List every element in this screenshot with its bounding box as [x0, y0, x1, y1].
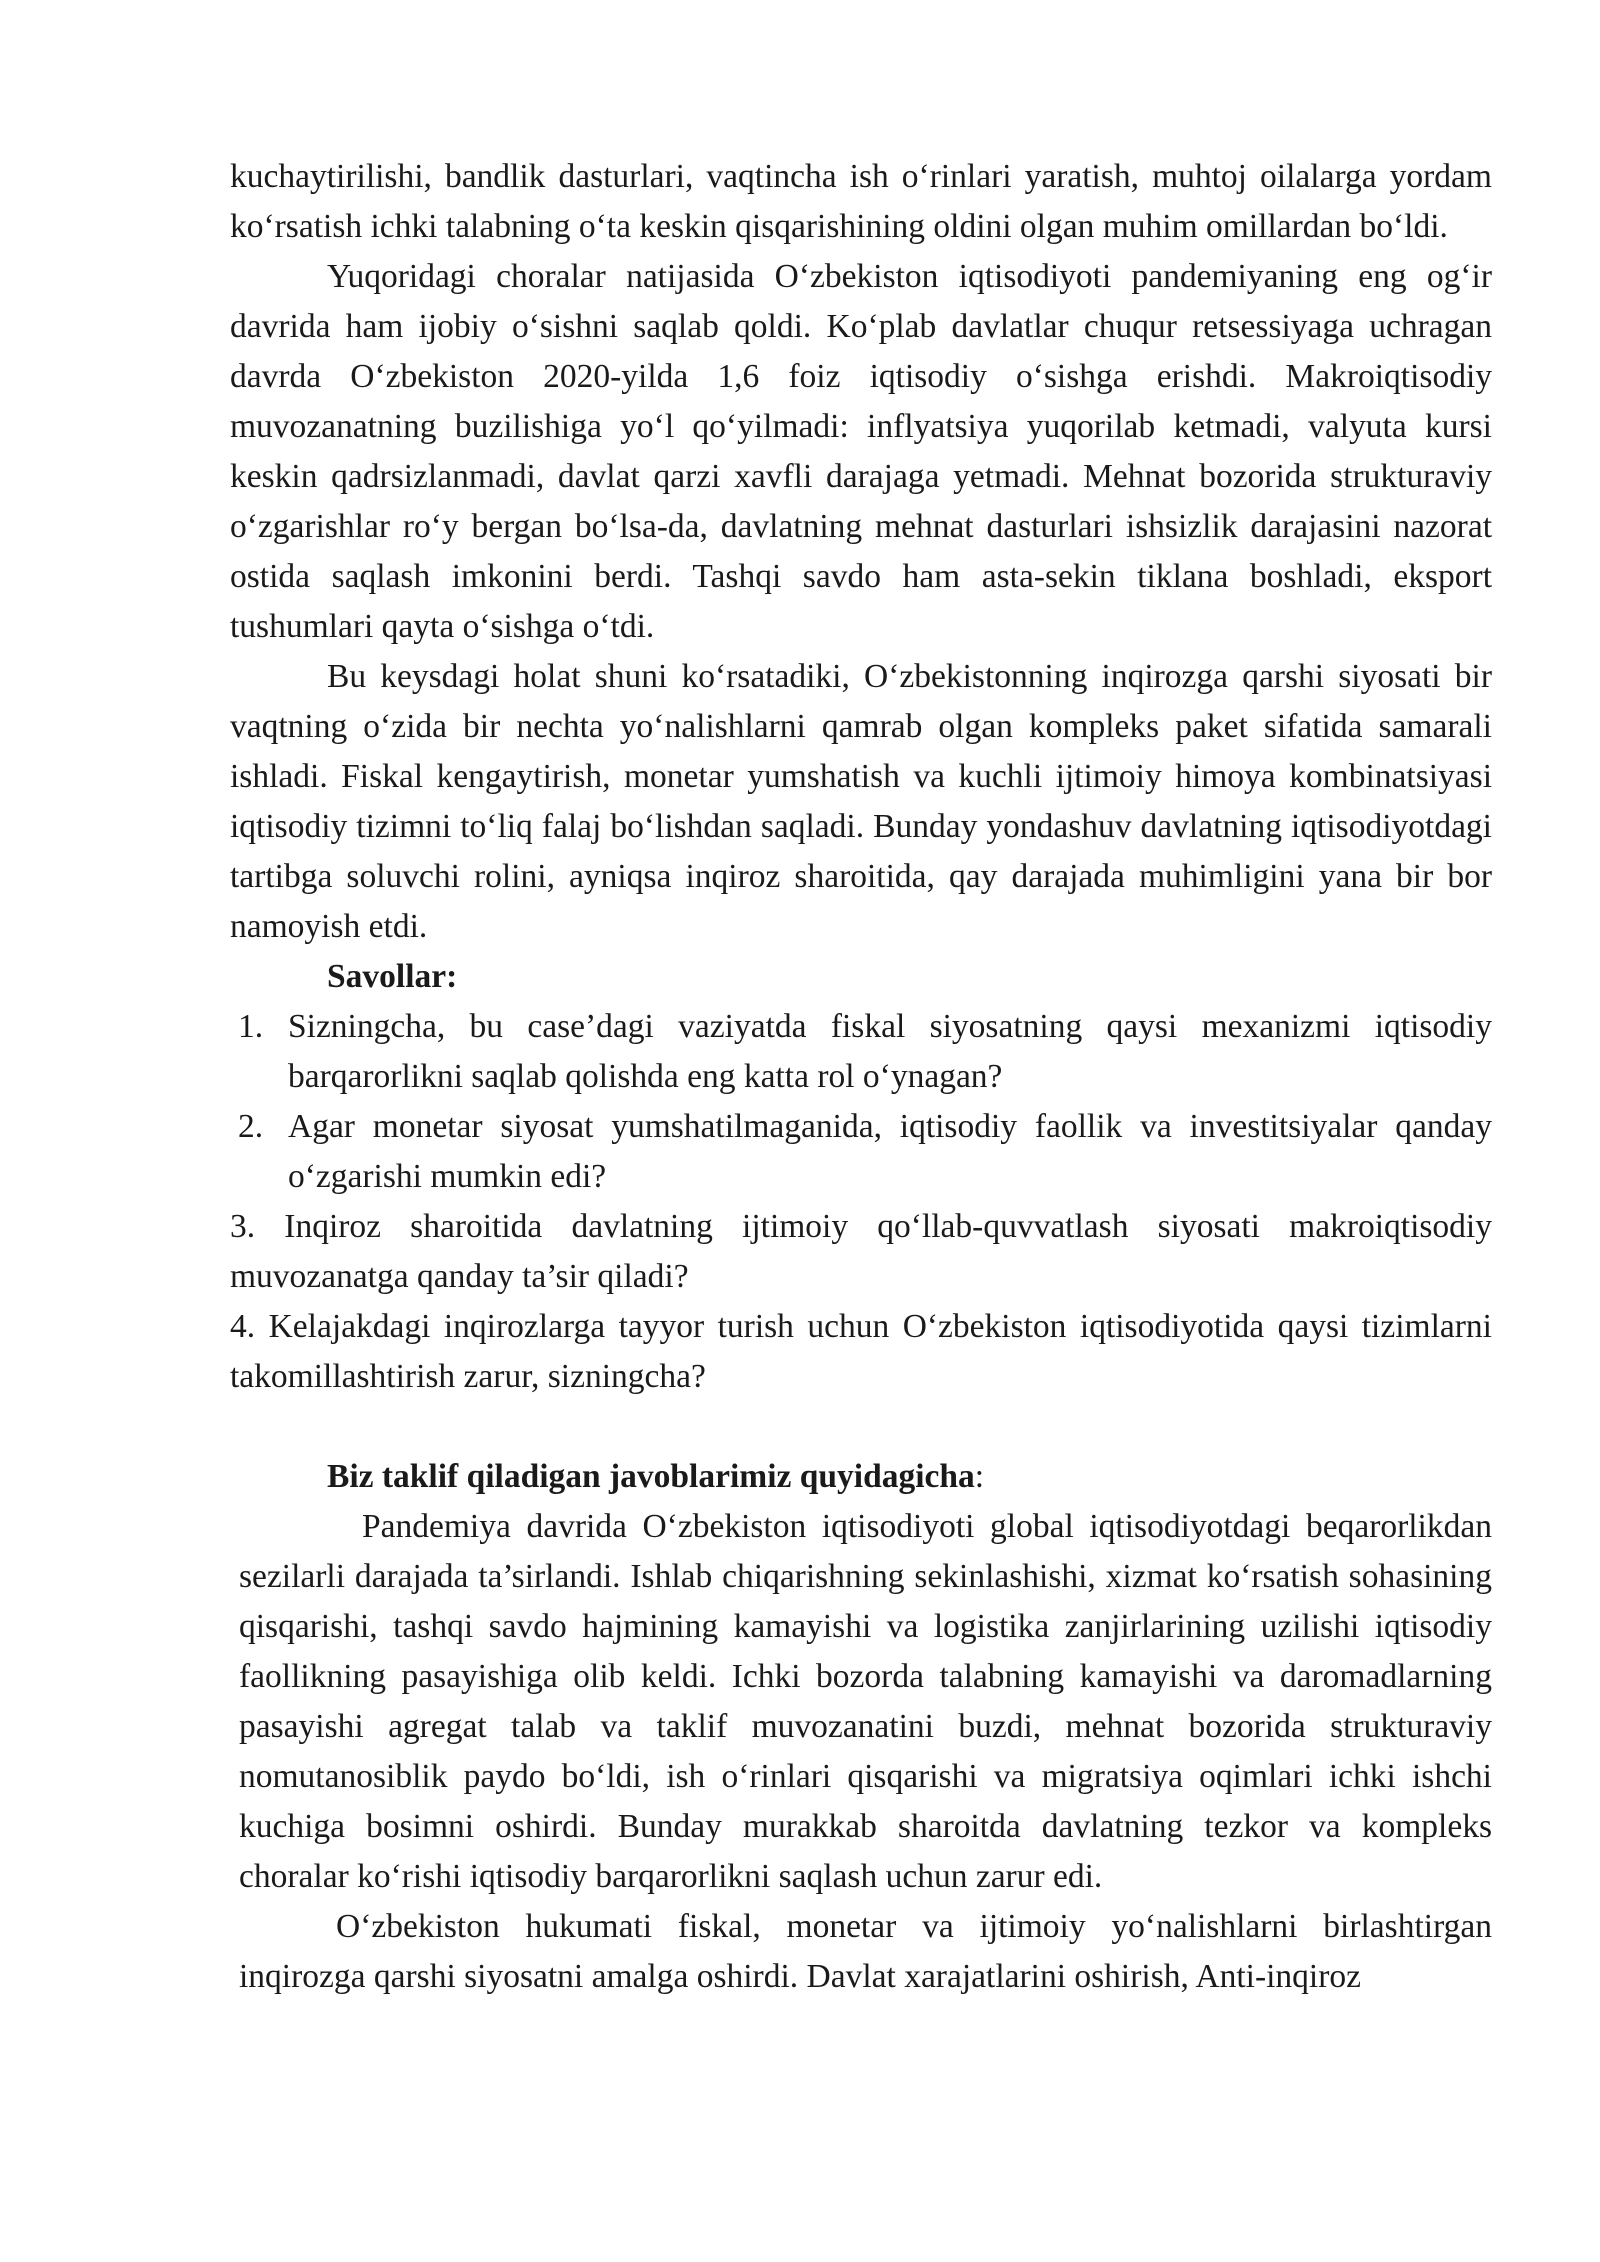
question-item-3 [230, 1202, 1492, 1302]
question-number: 2. [238, 1108, 264, 1145]
question-item-4 [230, 1302, 1492, 1402]
question-text: Agar monetar siyosat yumshatilmaganida, iqtisodiy faollik va investitsiyalar qanday o‘zgarishi mumkin edi? [288, 1108, 1492, 1195]
answers-heading [230, 1452, 1492, 1502]
answer-paragraph-1: Pandemiya davrida O‘zbekiston iqtisodiyoti global iqtisodiyotdagi beqarorlikdan sezilarli darajada ta’sirlandi. Ishlab chiqarishning sekinlashishi, xizmat ko‘rsatish sohasining qisqarishi, tashqi savdo hajmining kamayishi va logistika zanjirlarining uzilishi iqtisodiy faollikning pasayishiga olib keldi. Ichki bozorda talabning kamayishi va daromadlarning pasayishi agregat talab va taklif muvozanatini buzdi, mehnat bozorida strukturaviy nomutanosiblik paydo bo‘ldi, ish o‘rinlari qisqarishi va migratsiya oqimlari ichki ishchi kuchiga bosimni oshirdi. Bunday murakkab sharoitda davlatning tezkor va kompleks choralar ko‘rishi iqtisodiy barqarorlikni saqlash uchun zarur edi. [239, 1508, 1492, 1895]
answers-section [230, 1502, 1492, 2002]
answer-paragraph-2: O‘zbekiston hukumati fiskal, monetar va ijtimoiy yo‘nalishlarni birlashtirgan inqirozga qarshi siyosatni amalga oshirdi. Davlat xarajatlarini oshirish, Anti-inqiroz [239, 1908, 1492, 1995]
question-text: Sizningcha, bu case’dagi vaziyatda fiskal siyosatning qaysi mexanizmi iqtisodiy barqarorlikni saqlab qolishda eng katta rol o‘ynagan? [288, 1008, 1492, 1095]
question-text: 3. Inqiroz sharoitida davlatning ijtimoiy qo‘llab-quvvatlash siyosati makroiqtisodiy muvozanatga qanday ta’sir qiladi? [230, 1208, 1492, 1295]
intro-paragraph-1: kuchaytirilishi, bandlik dasturlari, vaqtincha ish o‘rinlari yaratish, muhtoj oilalarga yordam ko‘rsatish ichki talabning o‘ta keskin qisqarishining oldini olgan muhim omillardan bo‘ldi. [230, 158, 1492, 245]
questions-heading: Savollar: [327, 958, 458, 995]
answers-heading-text: Biz taklif qiladigan javoblarimiz quyidagicha [327, 1458, 975, 1495]
intro-paragraph-2: Yuqoridagi choralar natijasida O‘zbekiston iqtisodiyoti pandemiyaning eng og‘ir davrida ham ijobiy o‘sishni saqlab qoldi. Ko‘plab davlatlar chuqur retsessiyaga uchragan davrda O‘zbekiston 2020-yilda 1,6 foiz iqtisodiy o‘sishga erishdi. Makroiqtisodiy muvozanatning buzilishiga yo‘l qo‘yilmadi: inflyatsiya yuqorilab ketmadi, valyuta kursi keskin qadrsizlanmadi, davlat qarzi xavfli darajaga yetmadi. Mehnat bozorida strukturaviy o‘zgarishlar ro‘y bergan bo‘lsa-da, davlatning mehnat dasturlari ishsizlik darajasini nazorat ostida saqlash imkonini berdi. Tashqi savdo ham asta-sekin tiklana boshladi, eksport tushumlari qayta o‘sishga o‘tdi. [230, 258, 1492, 645]
question-number: 1. [238, 1008, 264, 1045]
answers-heading-colon: : [974, 1458, 985, 1495]
intro-paragraph-3: Bu keysdagi holat shuni ko‘rsatadiki, O‘zbekistonning inqirozga qarshi siyosati bir vaqtning o‘zida bir nechta yo‘nalishlarni qamrab olgan kompleks paket sifatida samarali ishladi. Fiskal kengaytirish, monetar yumshatish va kuchli ijtimoiy himoya kombinatsiyasi iqtisodiy tizimni to‘liq falaj bo‘lishdan saqladi. Bunday yondashuv davlatning iqtisodiyotdagi tartibga soluvchi rolini, ayniqsa inqiroz sharoitida, qay darajada muhimligini yana bir bor namoyish etdi. [230, 658, 1492, 945]
question-item-2 [230, 1102, 1492, 1202]
blank-line [230, 1402, 1492, 1452]
question-text: 4. Kelajakdagi inqirozlarga tayyor turish uchun O‘zbekiston iqtisodiyotida qaysi tizimlarni takomillashtirish zarur, sizningcha? [230, 1308, 1492, 1395]
document-page [230, 152, 1492, 2002]
questions-list [230, 1002, 1492, 1402]
question-item-1 [230, 1002, 1492, 1102]
